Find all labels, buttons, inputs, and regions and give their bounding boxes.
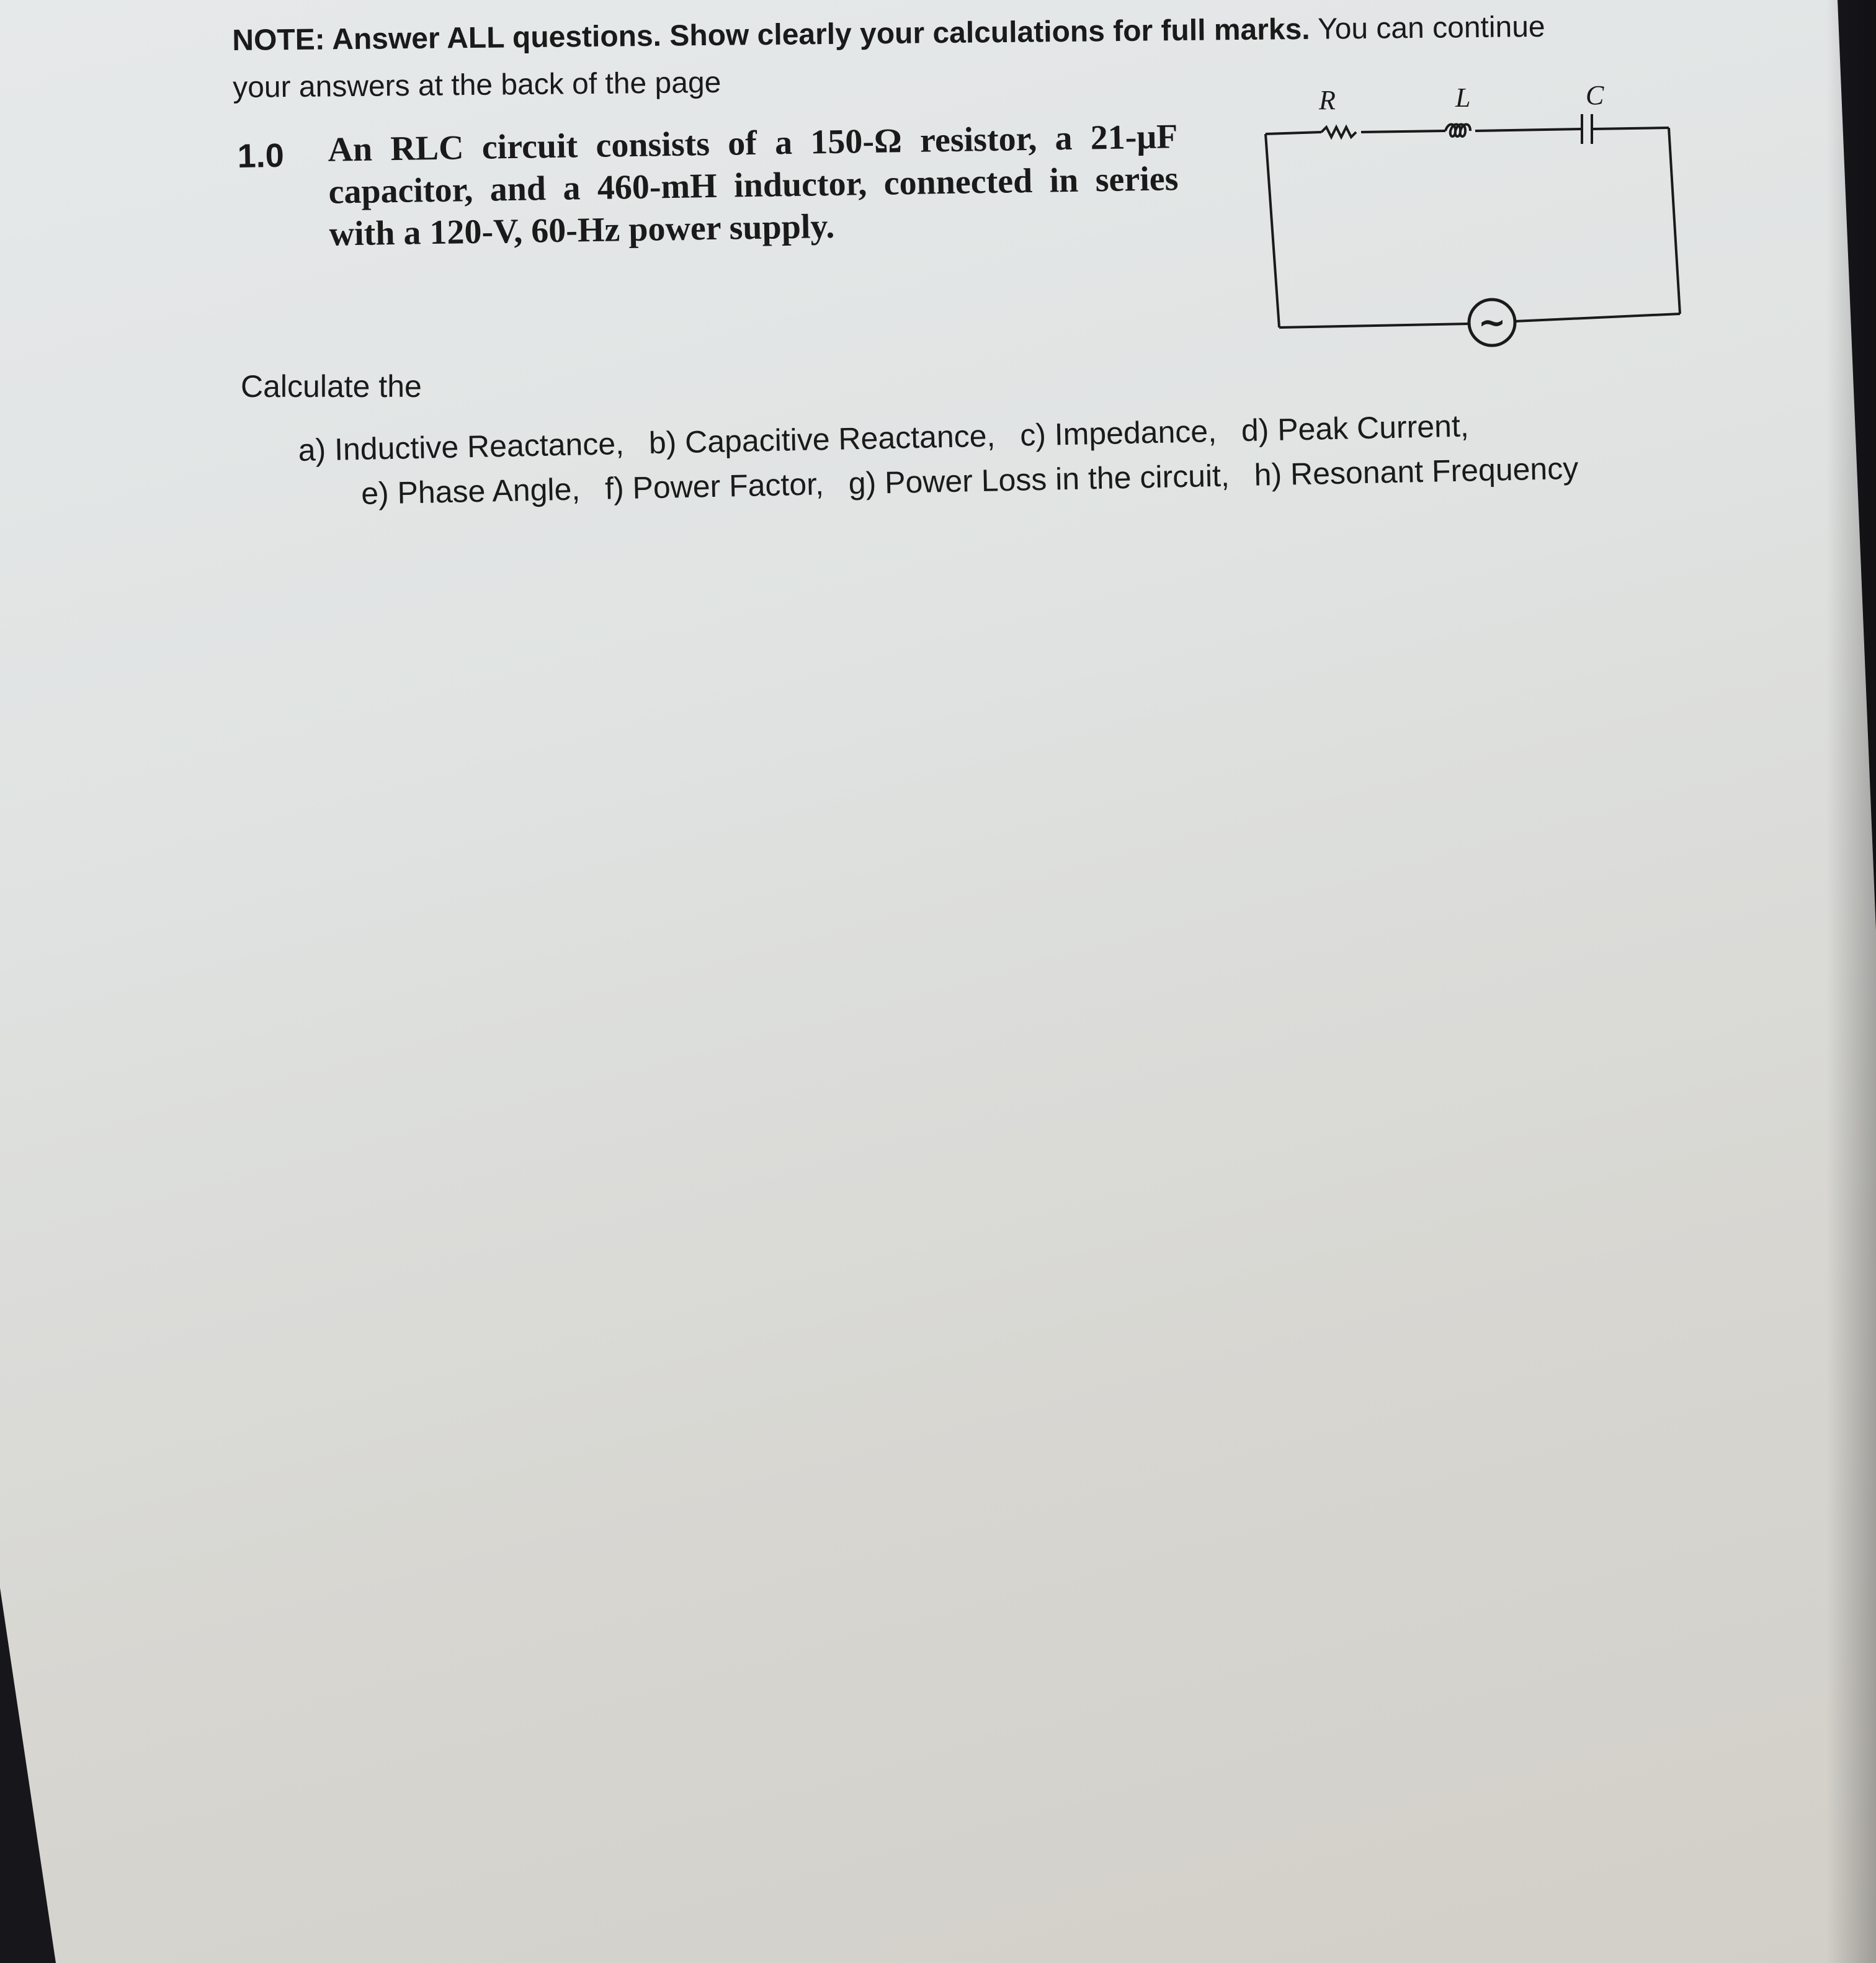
part-a: a) Inductive Reactance, bbox=[298, 425, 625, 468]
part-h: h) Resonant Frequency bbox=[1254, 450, 1579, 492]
ac-source-symbol: ~ bbox=[1478, 303, 1506, 342]
capacitor-label: C bbox=[1586, 80, 1604, 110]
circuit-wire-top-left bbox=[1266, 132, 1321, 134]
part-b: b) Capacitive Reactance, bbox=[648, 418, 996, 461]
capacitor-symbol bbox=[1582, 114, 1592, 144]
inductor-symbol bbox=[1445, 125, 1470, 137]
part-d: d) Peak Current, bbox=[1241, 408, 1470, 448]
note-label: NOTE: Answer ALL questions. bbox=[232, 19, 662, 57]
circuit-wire-right bbox=[1669, 128, 1680, 314]
part-c: c) Impedance, bbox=[1019, 413, 1217, 453]
circuit-wire-left bbox=[1266, 134, 1279, 327]
resistor-label: R bbox=[1319, 85, 1336, 115]
part-f: f) Power Factor, bbox=[604, 466, 824, 506]
question-text: An RLC circuit consists of a 150-Ω resistor, a 21-μF capacitor, and a 460-mH inductor, connected in series with a 120-V, 60-Hz power supply. bbox=[328, 117, 1179, 254]
part-e: e) Phase Angle, bbox=[360, 471, 581, 511]
rlc-circuit-diagram bbox=[1235, 74, 1718, 366]
circuit-wire-top-right bbox=[1592, 128, 1669, 129]
circuit-wire-r-to-l bbox=[1361, 131, 1445, 132]
note-instruction: Show clearly your calculations for full marks. bbox=[669, 12, 1310, 53]
part-g: g) Power Loss in the circuit, bbox=[848, 458, 1230, 501]
question-number: 1.0 bbox=[237, 136, 285, 175]
circuit-wire-bottom-left bbox=[1279, 324, 1469, 327]
inductor-label: L bbox=[1455, 82, 1471, 113]
calculate-intro: Calculate the bbox=[241, 369, 422, 404]
note-continuation: You can continue your answers at the back of the page bbox=[232, 10, 1545, 104]
circuit-wire-bottom-right bbox=[1515, 314, 1680, 321]
resistor-symbol bbox=[1321, 127, 1356, 137]
circuit-wire-l-to-c bbox=[1475, 129, 1582, 131]
paper-edge-shadow bbox=[1826, 0, 1876, 1963]
